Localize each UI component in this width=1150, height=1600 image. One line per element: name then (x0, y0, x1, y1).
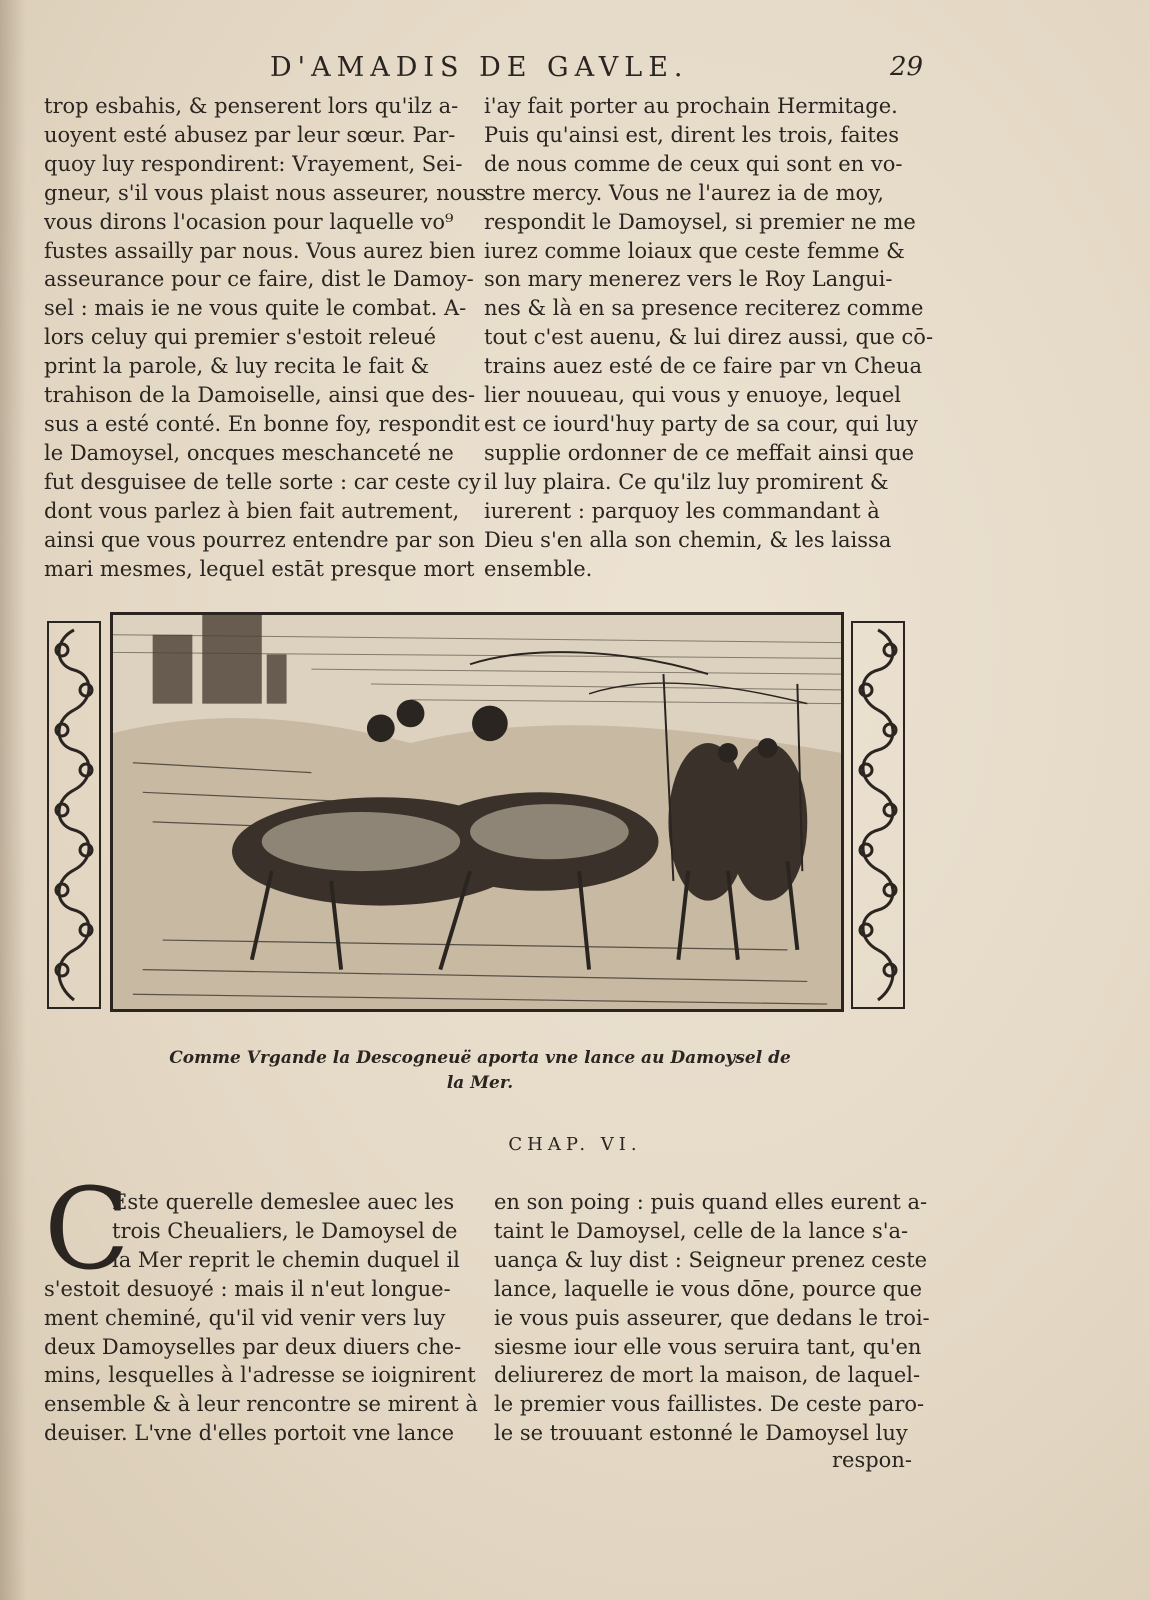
text-line: lier nouueau, qui vous y enuoye, lequel (484, 383, 902, 408)
text-line: ie vous puis asseurer, que dedans le troi- (494, 1305, 930, 1330)
woodcut-scene (110, 612, 844, 1012)
text-line: deuiser. L'vne d'elles portoit vne lance (44, 1421, 455, 1446)
text-line: trains auez esté de ce faire par vn Cheua (484, 354, 923, 379)
figure-caption (150, 1046, 810, 1096)
text-line: en son poing : puis quand elles eurent a- (494, 1190, 928, 1214)
text-line: supplie ordonner de ce meffait ainsi que (484, 440, 915, 465)
text-line: dont vous parlez à bien fait autrement, (44, 498, 460, 523)
text-line: respondit le Damoysel, si premier ne me (484, 209, 916, 234)
text-line: i'ay fait porter au prochain Hermitage. (484, 94, 898, 118)
page-number: 29 (890, 52, 924, 82)
text-line: deliurerez de mort la maison, de laquel- (494, 1363, 921, 1388)
text-line: Dieu s'en alla son chemin, & les laissa (484, 527, 892, 552)
text-line: deux Damoyselles par deux diuers che- (44, 1334, 462, 1359)
top-right-column (484, 92, 934, 583)
bottom-left-column (44, 1188, 478, 1448)
ornamental-border-left (44, 620, 104, 1010)
text-line: le se trouuant estonné le Damoysel luy (494, 1421, 908, 1446)
text-line: s'estoit desuoyé : mais il n'eut longue- (44, 1276, 451, 1301)
text-line: mari mesmes, lequel estāt presque mort (44, 556, 475, 581)
caption-line: Comme Vrgande la Descogneuë aporta vne lance au Damoysel de (169, 1048, 791, 1068)
bottom-right-column (494, 1188, 930, 1448)
text-line: fustes assailly par nous. Vous aurez bien (44, 238, 476, 263)
text-line: uoyent esté abusez par leur sœur. Par- (44, 122, 456, 147)
text-line: ainsi que vous pourrez entendre par son (44, 527, 475, 552)
text-line: quoy luy respondirent: Vrayement, Sei- (44, 151, 463, 176)
text-line: trop esbahis, & penserent lors qu'ilz a- (44, 94, 459, 118)
text-line: vous dirons l'ocasion pour laquelle vo⁹ (44, 209, 454, 234)
text-line: ensemble. (484, 556, 593, 581)
text-line: lors celuy qui premier s'estoit releué (44, 325, 437, 350)
text-line: taint le Damoysel, celle de la lance s'a- (494, 1218, 909, 1243)
text-line: ment cheminé, qu'il vid venir vers luy (44, 1305, 446, 1330)
text-line: stre mercy. Vous ne l'aurez ia de moy, (484, 180, 884, 205)
text-line: Puis qu'ainsi est, dirent les trois, faites (484, 122, 899, 147)
text-line: tout c'est auenu, & lui direz aussi, que cō- (484, 325, 934, 350)
text-line: lance, laquelle ie vous dōne, pource que (494, 1276, 923, 1301)
text-line: nes & là en sa presence reciterez comme (484, 296, 924, 321)
text-line: fut desguisee de telle sorte : car ceste cy (44, 469, 481, 494)
text-line: uança & luy dist : Seigneur prenez ceste (494, 1247, 928, 1272)
woodcut-illustration (40, 612, 914, 1014)
text-line: la Mer reprit le chemin duquel il (112, 1247, 460, 1272)
text-line: trois Cheualiers, le Damoysel de (112, 1218, 458, 1243)
ornamental-border-right (848, 620, 908, 1010)
page-header (0, 52, 1150, 86)
catchword: respon- (832, 1448, 912, 1472)
text-line: iurez comme loiaux que ceste femme & (484, 238, 905, 263)
text-line: gneur, s'il vous plaist nous asseurer, nous (44, 180, 487, 205)
text-line: mins, lesquelles à l'adresse se ioignirent (44, 1363, 476, 1388)
text-line: de nous comme de ceux qui sont en vo- (484, 151, 903, 176)
text-line: trahison de la Damoiselle, ainsi que des- (44, 383, 476, 408)
text-line: siesme iour elle vous seruira tant, qu'en (494, 1334, 922, 1359)
text-line: le premier vous faillistes. De ceste paro- (494, 1392, 925, 1417)
gutter-shadow (0, 0, 26, 1600)
text-line: Este querelle demeslee auec les (112, 1190, 455, 1214)
text-line: print la parole, & luy recita le fait & (44, 354, 430, 379)
text-line: sus a esté conté. En bonne foy, respondit (44, 411, 480, 436)
drop-cap-initial: C (44, 1165, 130, 1295)
text-line: il luy plaira. Ce qu'ilz luy promirent & (484, 469, 889, 494)
running-title: D'AMADIS DE GAVLE. (270, 52, 689, 83)
text-line: son mary menerez vers le Roy Langui- (484, 267, 893, 292)
text-line: asseurance pour ce faire, dist le Damoy- (44, 267, 474, 292)
chapter-heading: CHAP. VI. (508, 1134, 642, 1155)
top-left-column (44, 92, 487, 583)
caption-line: la Mer. (446, 1073, 514, 1093)
text-line: ensemble & à leur rencontre se mirent à (44, 1392, 478, 1417)
text-line: iurerent : parquoy les commandant à (484, 498, 880, 523)
text-line: sel : mais ie ne vous quite le combat. A- (44, 296, 467, 321)
text-line: est ce iourd'huy party de sa cour, qui luy (484, 411, 918, 436)
text-line: le Damoysel, oncques meschanceté ne (44, 440, 454, 465)
